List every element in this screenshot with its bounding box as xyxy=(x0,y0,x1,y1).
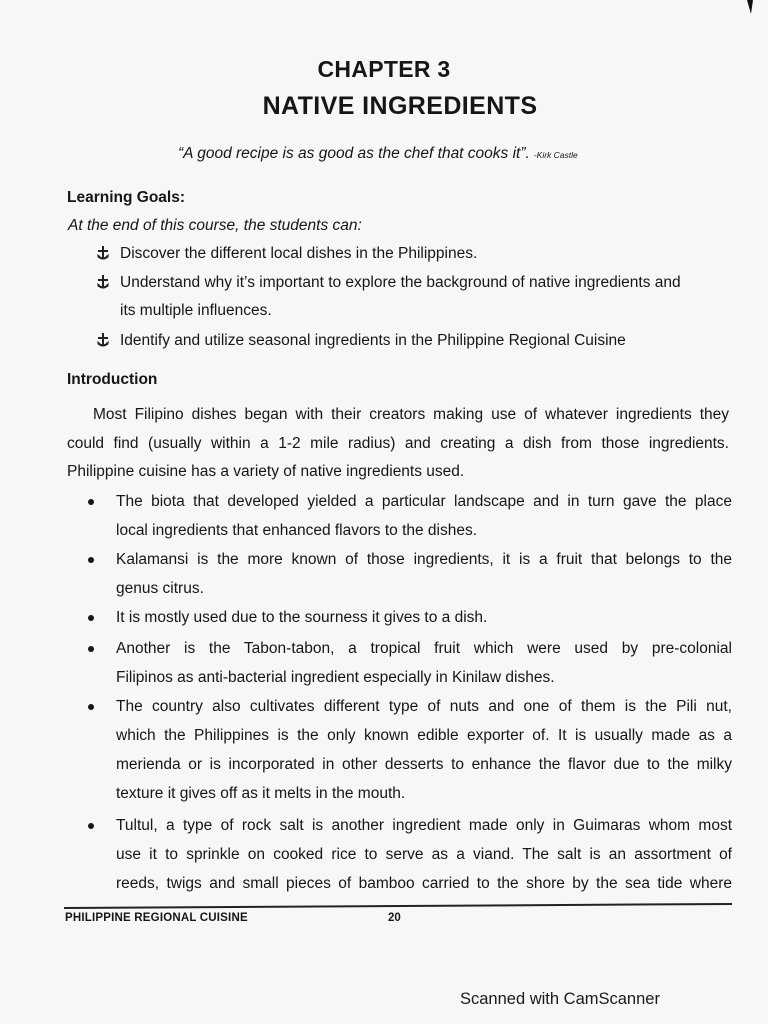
quote-author: -Kirk Castle xyxy=(533,150,578,160)
scanner-watermark: Scanned with CamScanner xyxy=(460,990,660,1008)
footer-book-title: PHILIPPINE REGIONAL CUISINE xyxy=(65,912,248,924)
bullet-dot-icon xyxy=(88,557,94,563)
intro-paragraph xyxy=(67,401,729,487)
goal-item xyxy=(95,327,735,355)
bullet-dot-icon xyxy=(88,704,94,710)
bullet-line: texture it gives off as it melts in the mouth. xyxy=(116,785,406,802)
goal-text: Discover the different local dishes in the Philippines. xyxy=(120,245,478,262)
goal-text: Understand why it’s important to explore the background of native ingredients and xyxy=(120,274,681,291)
bullet-line: merienda or is incorporated in other desserts to enhance the flavor due to the milky xyxy=(116,756,732,773)
paragraph-line: Philippine cuisine has a variety of native ingredients used. xyxy=(67,463,465,480)
footer-divider xyxy=(64,903,732,909)
bullet-dot-icon xyxy=(88,615,94,621)
bullet-line: genus citrus. xyxy=(116,580,204,597)
list-item xyxy=(88,545,732,603)
introduction-heading: Introduction xyxy=(67,371,158,388)
chapter-title: NATIVE INGREDIENTS xyxy=(262,92,538,120)
anchor-bullet-icon xyxy=(95,274,111,290)
bullet-line: The biota that developed yielded a particular landscape and in turn gave the place xyxy=(116,493,732,510)
anchor-bullet-icon xyxy=(95,332,111,348)
bullet-line: use it to sprinkle on cooked rice to serve as a viand. The salt is an assortment of xyxy=(116,846,732,863)
list-item xyxy=(88,487,732,545)
paragraph-line: could find (usually within a 1-2 mile radius) and creating a dish from those ingredients. xyxy=(67,434,729,452)
chapter-label: CHAPTER 3 xyxy=(317,56,451,82)
bullet-dot-icon xyxy=(88,823,94,829)
bullet-line: Filipinos as anti-bacterial ingredient especially in Kinilaw dishes. xyxy=(116,669,555,686)
list-item xyxy=(88,811,732,898)
bullet-dot-icon xyxy=(88,646,94,652)
list-item xyxy=(88,634,732,692)
learning-goals-intro: At the end of this course, the students can: xyxy=(68,217,362,234)
bullet-dot-icon xyxy=(88,499,94,505)
bullet-line: The country also cultivates different type of nuts and one of them is the Pili nut, xyxy=(116,698,732,715)
list-item xyxy=(88,692,732,808)
goal-item xyxy=(95,269,735,325)
bullet-line: local ingredients that enhanced flavors to the dishes. xyxy=(116,522,478,539)
corner-mark-icon xyxy=(746,0,754,14)
bullet-line: which the Philippines is the only known edible exporter of. It is usually made as a xyxy=(116,727,732,744)
list-item xyxy=(88,603,732,632)
goal-item xyxy=(95,240,735,268)
bullet-line: Another is the Tabon-tabon, a tropical fruit which were used by pre-colonial xyxy=(116,640,732,657)
paragraph-line: Most Filipino dishes began with their creators making use of whatever ingredients they xyxy=(93,406,729,423)
footer-page-number: 20 xyxy=(388,912,401,924)
learning-goals-heading: Learning Goals: xyxy=(67,189,185,206)
goal-text: its multiple influences. xyxy=(120,302,272,319)
anchor-bullet-icon xyxy=(95,245,111,261)
bullet-line: Tultul, a type of rock salt is another ingredient made only in Guimaras whom most xyxy=(116,817,732,834)
epigraph-quote xyxy=(178,145,578,163)
bullet-line: Kalamansi is the more known of those ingredients, it is a fruit that belongs to the xyxy=(116,551,732,568)
quote-text: “A good recipe is as good as the chef that cooks it”. xyxy=(178,145,530,162)
goal-text: Identify and utilize seasonal ingredients in the Philippine Regional Cuisine xyxy=(120,332,626,349)
bullet-line: It is mostly used due to the sourness it gives to a dish. xyxy=(116,609,488,626)
bullet-line: reeds, twigs and small pieces of bamboo carried to the shore by the sea tide where xyxy=(116,875,732,892)
